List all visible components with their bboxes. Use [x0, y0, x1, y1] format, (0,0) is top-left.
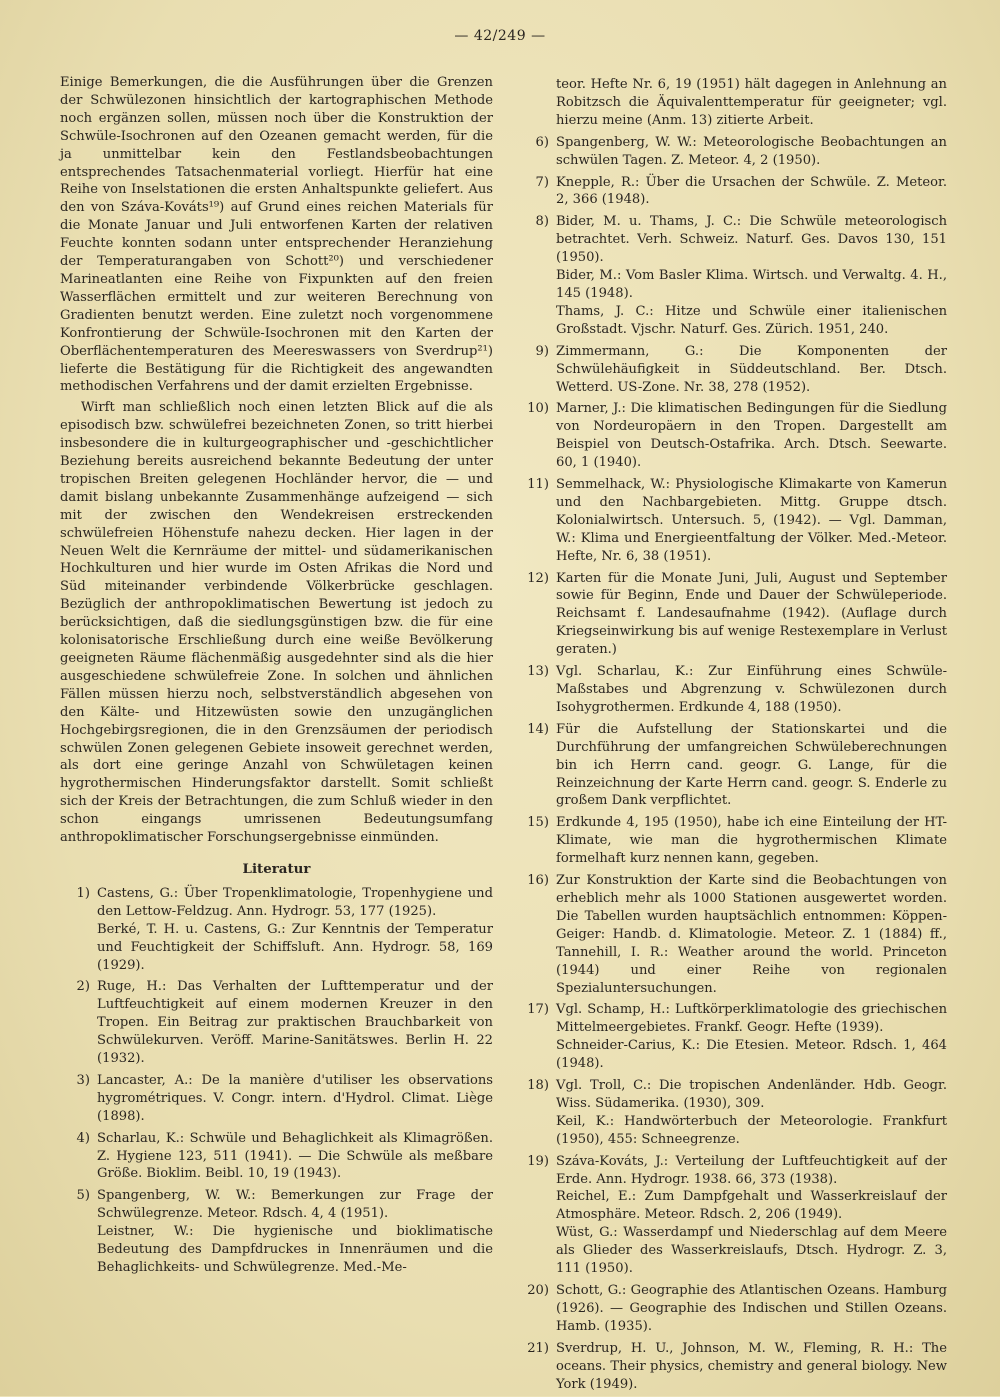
literature-heading: Literatur	[242, 860, 311, 877]
reference-number: 3)	[76, 1072, 90, 1088]
reference-text	[556, 1340, 947, 1394]
reference-text	[556, 213, 947, 338]
reference-number: 11)	[527, 477, 549, 493]
reference-item	[60, 885, 493, 975]
reference-entry: Zur Konstruktion der Karte sind die Beobachtungen von erheblich mehr als 1000 Stationen ausgewertet worden. Die Tabellen wurden hauptsächlich entnommen: Köppen-Geiger: Handb. d. Klimatologie. Meteor. Z. 1 (1884) ff., Tannehill, I. R.: Weather around the world. Princeton (1944) und einer Reihe von regionalen Spezialuntersuchungen.	[556, 873, 947, 996]
reference-text	[556, 1282, 947, 1336]
reference-entry: Marner, J.: Die klimatischen Bedingungen für die Siedlung von Nordeuropäern in den Tropen. Dargestellt am Beispiel von Deutsch-Ostafrika. Arch. Dtsch. Seewarte. 60, 1 (1940).	[556, 401, 947, 471]
reference-entry: Schneider-Carius, K.: Die Etesien. Meteor. Rdsch. 1, 464 (1948).	[556, 1038, 947, 1072]
reference-entry: Spangenberg, W. W.: Bemerkungen zur Frage der Schwülegrenze. Meteor. Rdsch. 4, 4 (1951).	[97, 1188, 493, 1222]
reference-number: 18)	[527, 1078, 549, 1094]
reference-item	[60, 1187, 493, 1277]
reference-entry: Für die Aufstellung der Stationskartei und die Durchführung der umfangreichen Schwüleberechnungen bin ich Herrn cand. geogr. G. Lange, für die Reinzeichnung der Karte Herrn cand. geogr. S. Enderle zu großem Dank verpflichtet.	[556, 721, 947, 809]
reference-entry: Ruge, H.: Das Verhalten der Lufttemperatur und der Luftfeuchtigkeit auf einem modernen Kreuzer in den Tropen. Ein Beitrag zur praktischen Brauchbarkeit von Schwülekurven. Veröff. Marine-Sanitätswes. Berlin H. 22 (1932).	[97, 979, 493, 1067]
reference-item	[519, 400, 947, 472]
reference-number: 6)	[535, 134, 549, 150]
reference-text	[97, 885, 493, 975]
reference-text	[556, 134, 947, 170]
reference-text	[97, 1130, 493, 1184]
reference-entry: Keil, K.: Handwörterbuch der Meteorologie. Frankfurt (1950), 455: Schneegrenze.	[556, 1113, 947, 1147]
reference-text	[556, 400, 947, 472]
reference-entry: Vgl. Troll, C.: Die tropischen Andenländer. Hdb. Geogr. Wiss. Südamerika. (1930), 309.	[556, 1078, 947, 1111]
reference-item	[519, 1340, 947, 1394]
reference-number: 8)	[535, 214, 549, 230]
reference-item	[519, 570, 947, 660]
body-paragraph: Einige Bemerkungen, die die Ausführungen über die Grenzen der Schwülezonen hinsichtlich der kartographischen Methode noch ergänzen sollen, müssen noch über die Konstruktion der Schwüle-Isochronen auf den Ozeanen gemacht werden, für die ja unmittelbar kein den Festlandsbeobachtungen entsprechendes Tatsachenmaterial vorliegt. Hierfür hat eine Reihe von Inselstationen die ersten Anhaltspunkte geliefert. Aus den von Száva-Kováts¹⁹) auf Grund eines reichen Materials für die Monate Januar und Juli entworfenen Karten der relativen Feuchte konnten sodann unter entsprechender Heranziehung der Temperaturangaben von Schott²⁰) und verschiedener Marineatlanten eine Reihe von Fixpunkten auf den freien Wasserflächen ermittelt und zur weiteren Berechnung von Gradienten benutzt werden. Eine zuletzt noch vorgenommene Konfrontierung der Schwüle-Isochronen mit den Karten der Oberflächentemperaturen des Meereswassers von Sverdrup²¹) lieferte die Bestätigung für die Richtigkeit des angewandten methodischen Verfahrens und der damit erzielten Ergebnisse.	[60, 75, 493, 395]
reference-text	[556, 721, 947, 811]
reference-item	[519, 213, 947, 338]
reference-number: 2)	[76, 979, 90, 995]
page-number: — 42/249 —	[454, 28, 546, 44]
reference-number: 17)	[527, 1002, 549, 1018]
reference-text	[556, 570, 947, 660]
body-paragraph: Wirft man schließlich noch einen letzten Blick auf die als episodisch bzw. schwülefrei bezeichneten Zonen, so tritt hierbei insbesondere die in kulturgeographischer und -geschichtlicher Beziehung bereits ausreichend bekannte Bedeutung der unter tropischen Breiten gelegenen Hochländer hervor, die — und damit bislang unbekannte Zusammenhänge aufzeigend — sich mit der zwischen den Wendekreisen erstreckenden schwülefreien Höhenstufe nahezu decken. Hier lagen in der Neuen Welt die Kernräume der mittel- und südamerikanischen Hochkulturen und hier wurde im Osten Afrikas die Nord und Süd miteinander verbindende Völkerbrücke geschlagen. Bezüglich der anthropoklimatischen Bewertung ist jedoch zu berücksichtigen, daß die siedlungsgünstigen bzw. die für eine kolonisatorische Erschließung durch eine weiße Bevölkerung geeigneten Räume flächenmäßig ausgedehnter sind als die hier ausgeschiedene schwülefreie Zone. In solchen und ähnlichen Fällen müssen hierzu noch, selbstverständlich abgesehen von den Kälte- und Hitzewüsten sowie den unzugänglichen Hochgebirgsregionen, die in den Grenzsäumen der periodisch schwülen Zonen gelegenen Gebiete insoweit gerechnet werden, als dort eine geringe Anzahl von Schwületagen keinen hygrothermischen Hinderungsfaktor darstellt. Somit schließt sich der Kreis der Betrachtungen, die zum Schluß wieder in den schon eingangs umrissenen Bedeutungsumfang anthropoklimatischer Forschungsergebnisse einmünden.	[60, 400, 493, 846]
reference-text: teor. Hefte Nr. 6, 19 (1951) hält dagegen in Anlehnung an Robitzsch die Äquivalenttemperatur für geeigneter; vgl. hierzu meine (Anm. 13) zitierte Arbeit.	[556, 77, 947, 128]
reference-text	[556, 1001, 947, 1073]
reference-entry: Lancaster, A.: De la manière d'utiliser les observations hygrométriques. V. Congr. intern. d'Hydrol. Climat. Liège (1898).	[97, 1072, 493, 1124]
reference-entry: Schott, G.: Geographie des Atlantischen Ozeans. Hamburg (1926). — Geographie des Indischen und Stillen Ozeans. Hamb. (1935).	[556, 1283, 947, 1334]
reference-item	[519, 872, 947, 997]
reference-text	[556, 1153, 947, 1278]
reference-number: 14)	[527, 721, 549, 737]
reference-item	[519, 1282, 947, 1336]
reference-text	[556, 476, 947, 566]
reference-text	[556, 1077, 947, 1149]
reference-entry: Bider, M.: Vom Basler Klima. Wirtsch. und Verwaltg. 4. H., 145 (1948).	[556, 268, 947, 301]
reference-number: 1)	[76, 885, 90, 901]
reference-entry: Thams, J. C.: Hitze und Schwüle einer italienischen Großstadt. Vjschr. Naturf. Ges. Zürich. 1951, 240.	[556, 303, 947, 337]
reference-entry: Scharlau, K.: Schwüle und Behaglichkeit als Klimagrößen. Z. Hygiene 123, 511 (1941). — Die Schwüle als meßbare Größe. Bioklim. Beibl. 10, 19 (1943).	[97, 1130, 493, 1182]
reference-entry: Castens, G.: Über Tropenklimatologie, Tropenhygiene und den Lettow-Feldzug. Ann. Hydrogr. 53, 177 (1925).	[97, 885, 493, 919]
reference-item	[519, 814, 947, 868]
reference-number: 16)	[527, 873, 549, 889]
reference-entry: Erdkunde 4, 195 (1950), habe ich eine Einteilung der HT-Klimate, wie man die hygrothermischen Klimate formelhaft kurz nennen kann, gegeben.	[556, 815, 947, 867]
reference-number: 19)	[527, 1153, 549, 1169]
reference-entry: Sverdrup, H. U., Johnson, M. W., Fleming, R. H.: The oceans. Their physics, chemistry and general biology. New York (1949).	[556, 1340, 947, 1392]
reference-entry: Vgl. Schamp, H.: Luftkörperklimatologie des griechischen Mittelmeergebietes. Frankf. Geogr. Hefte (1939).	[556, 1002, 947, 1036]
reference-text	[556, 663, 947, 717]
reference-entry: Vgl. Scharlau, K.: Zur Einführung eines Schwüle-Maßstabes und Abgrenzung v. Schwülezonen durch Isohygrothermen. Erdkunde 4, 188 (1950).	[556, 664, 947, 715]
reference-item	[60, 978, 493, 1068]
reference-number: 9)	[535, 343, 549, 359]
reference-entry: Zimmermann, G.: Die Komponenten der Schwülehäufigkeit in Süddeutschland. Ber. Dtsch. Wetterd. US-Zone. Nr. 38, 278 (1952).	[556, 343, 947, 395]
reference-text	[556, 872, 947, 997]
reference-number: 20)	[527, 1283, 549, 1298]
reference-number: 12)	[527, 570, 549, 586]
reference-item	[519, 1153, 947, 1278]
reference-list	[519, 134, 947, 1394]
right-column	[519, 76, 947, 1397]
reference-text	[97, 1187, 493, 1277]
reference-entry: Semmelhack, W.: Physiologische Klimakarte von Kamerun und den Nachbargebieten. Mittg. Gruppe dtsch. Kolonialwirtsch. Untersuch. 5, (1942). — Vgl. Damman, W.: Klima und Energieentfaltung der Völker. Med.-Meteor. Hefte, Nr. 6, 38 (1951).	[556, 477, 947, 564]
reference-number: 10)	[527, 401, 549, 417]
reference-item	[519, 134, 947, 170]
reference-entry: Berké, T. H. u. Castens, G.: Zur Kenntnis der Temperatur und Feuchtigkeit der Schiffsluft. Ann. Hydrogr. 58, 169 (1929).	[97, 921, 493, 973]
reference-item	[519, 663, 947, 717]
reference-text	[97, 978, 493, 1068]
reference-item	[60, 1072, 493, 1126]
reference-text	[556, 343, 947, 397]
reference-text	[556, 174, 947, 210]
reference-entry: Száva-Kováts, J.: Verteilung der Luftfeuchtigkeit auf der Erde. Ann. Hydrogr. 1938. 66, 373 (1938).	[556, 1153, 947, 1187]
reference-item	[519, 1077, 947, 1149]
reference-entry: Bider, M. u. Thams, J. C.: Die Schwüle meteorologisch betrachtet. Verh. Schweiz. Naturf. Ges. Davos 130, 151 (1950).	[556, 214, 947, 266]
left-column	[60, 74, 493, 1281]
reference-list	[60, 885, 493, 1277]
reference-text	[97, 1072, 493, 1126]
reference-entry: Leistner, W.: Die hygienische und bioklimatische Bedeutung des Dampfdruckes in Innenräumen und die Behaglichkeits- und Schwülegrenze. Med.-Me-	[97, 1224, 493, 1275]
reference-number: 13)	[527, 664, 549, 680]
reference-entry: Karten für die Monate Juni, Juli, August und September sowie für Beginn, Ende und Dauer der Schwüleperiode. Reichsamt f. Landesaufnahme (1942). (Auflage durch Kriegseinwirkung bis auf wenige Restexemplare in Verlust geraten.)	[556, 570, 947, 658]
reference-number: 4)	[76, 1130, 90, 1146]
reference-item	[519, 343, 947, 397]
reference-entry: Reichel, E.: Zum Dampfgehalt und Wasserkreislauf der Atmosphäre. Meteor. Rdsch. 2, 206 (1949).	[556, 1189, 947, 1223]
reference-entry: Wüst, G.: Wasserdampf und Niederschlag auf dem Meere als Glieder des Wasserkreislaufs, Dtsch. Hydrogr. Z. 3, 111 (1950).	[556, 1225, 947, 1277]
reference-number: 7)	[535, 174, 549, 190]
reference-number: 5)	[76, 1188, 90, 1204]
reference-number: 21)	[527, 1340, 549, 1356]
reference-item	[519, 721, 947, 811]
reference-continuation	[519, 76, 947, 130]
reference-entry: Knepple, R.: Über die Ursachen der Schwüle. Z. Meteor. 2, 366 (1948).	[556, 174, 947, 208]
reference-item	[519, 476, 947, 566]
reference-entry: Spangenberg, W. W.: Meteorologische Beobachtungen an schwülen Tagen. Z. Meteor. 4, 2 (1950).	[556, 134, 947, 168]
reference-item	[519, 174, 947, 210]
reference-item	[519, 1001, 947, 1073]
reference-item	[60, 1130, 493, 1184]
reference-text	[556, 814, 947, 868]
reference-number: 15)	[527, 815, 549, 831]
